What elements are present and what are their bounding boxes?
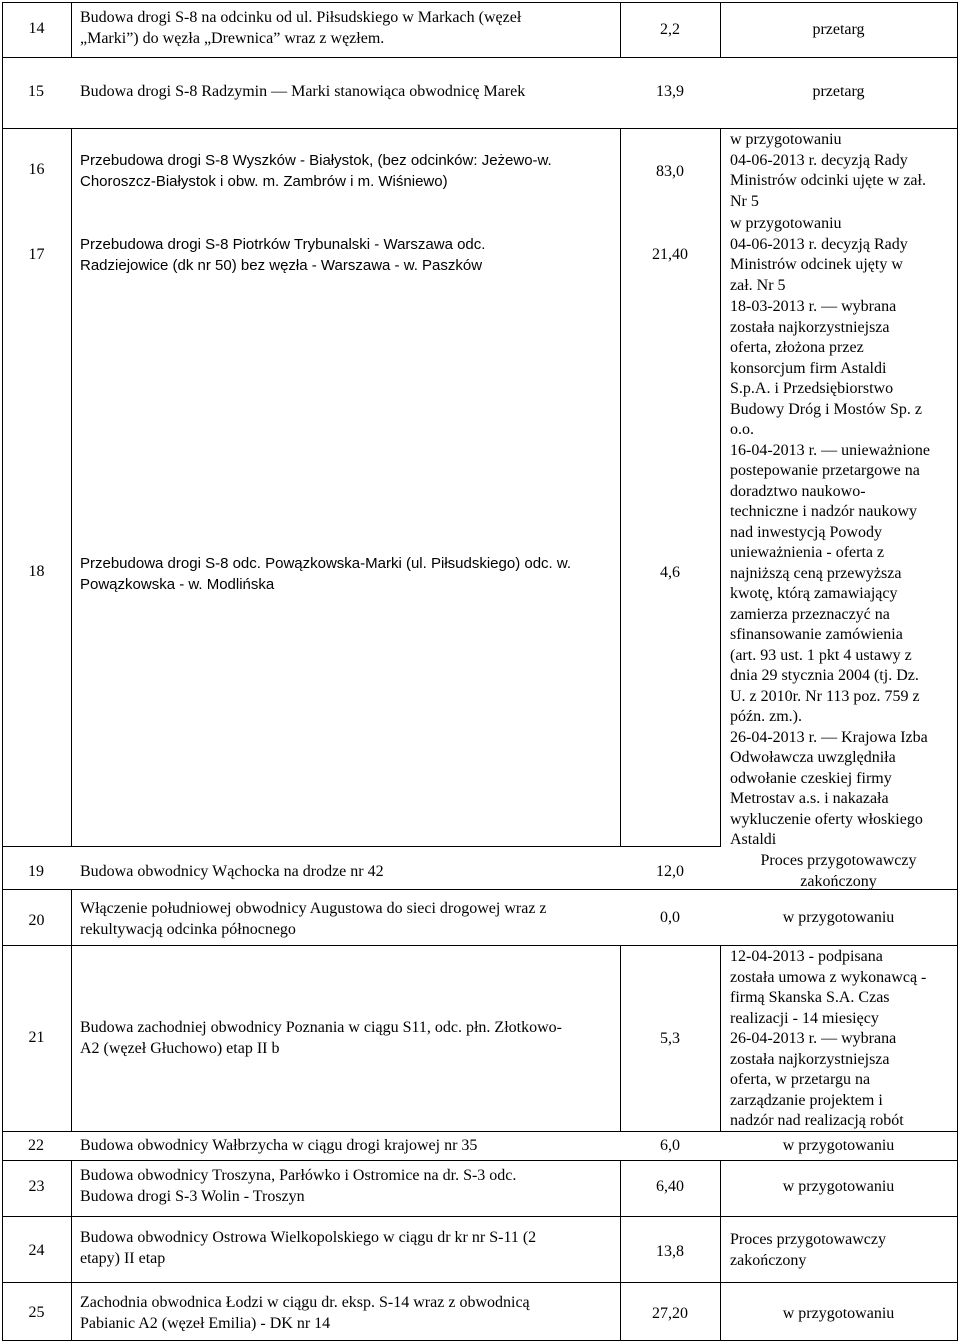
row-number: 14 [28, 20, 45, 37]
road-status: w przygotowaniu 04-06-2013 r. decyzją Rady Ministrów odcinki ujęte w zał. Nr 5 [730, 131, 926, 210]
row-number: 17 [28, 246, 45, 263]
row-number: 16 [28, 161, 45, 178]
road-status: w przygotowaniu [782, 1137, 895, 1154]
road-status: 12-04-2013 - podpisana została umowa z wykonawcą - firmą Skanska S.A. Czas realizacji - 14 miesięcy 26-04-2013 r. ― wybrana została najkorzystniejsza oferta, w przetargu na zarządzanie projektem i nadzór nad realizacją robót [730, 948, 927, 1129]
road-length: 6,40 [656, 1178, 684, 1195]
road-name: Budowa obwodnicy Troszyna, Parłówko i Ostromice na dr. S-3 odc. Budowa drogi S-3 Wolin - Troszyn [80, 1167, 517, 1205]
road-name: Zachodnia obwodnica Łodzi w ciągu dr. eksp. S-14 wraz z obwodnicą Pabianic A2 (węzeł Emilia) - DK nr 14 [80, 1294, 530, 1332]
road-status: w przygotowaniu [782, 909, 895, 926]
road-name: Budowa obwodnicy Ostrowa Wielkopolskiego w ciągu dr kr nr S-11 (2 etapy) II etap [80, 1229, 537, 1267]
road-name: Przebudowa drogi S-8 Piotrków Trybunalski - Warszawa odc. Radziejowice (dk nr 50) bez węzła - Warszawa - w. Paszków [80, 236, 486, 274]
road-length: 27,20 [652, 1305, 688, 1322]
road-name: Budowa obwodnicy Wałbrzycha w ciągu drogi krajowej nr 35 [80, 1137, 478, 1154]
road-status: 18-03-2013 r. ― wybrana została najkorzystniejsza oferta, złożona przez konsorcjum firm Astaldi S.p.A. i Przedsiębiorstwo Budowy Dróg i Mostów Sp. z o.o. 16-04-2013 r. ― unieważnione postepowanie przetargowe na doradztwo naukowo- techniczne i nadzór naukowy nad inwestycją Powody unieważnienia - oferta z najniższą ceną przewyższa kwotę, którą zamawiający zamierza przeznaczyć na sfinansowanie zamówienia (art. 93 ust. 1 pkt 4 ustawy z dnia 29 stycznia 2004 (tj. Dz. U. z 2010r. Nr 113 poz. 759 z późn. zm.). 26-04-2013 r. ― Krajowa Izba Odwoławcza uwzględniła odwołanie czeskiej firmy Metrostav a.s. i nakazała wykluczenie oferty włoskiego Astaldi [730, 298, 930, 848]
row-number: 15 [28, 83, 44, 100]
road-name: Budowa drogi S-8 na odcinku od ul. Piłsudskiego w Markach (węzeł „Marki”) do węzła „Drewnica” wraz z węzłem. [80, 9, 522, 47]
row-number: 22 [28, 1137, 44, 1154]
road-status: przetarg [812, 83, 865, 100]
road-length: 12,0 [656, 863, 684, 880]
road-length: 13,9 [656, 83, 684, 100]
row-number: 20 [28, 912, 45, 929]
road-length: 13,8 [656, 1243, 684, 1260]
road-name: Przebudowa drogi S-8 odc. Powązkowska-Marki (ul. Piłsudskiego) odc. w. Powązkowska - w. Modlińska [80, 555, 572, 593]
row-number: 23 [28, 1178, 45, 1195]
road-name: Budowa obwodnicy Wąchocka na drodze nr 42 [80, 863, 384, 880]
road-length: 83,0 [656, 163, 684, 180]
road-name: Budowa drogi S-8 Radzymin ― Marki stanowiąca obwodnicę Marek [80, 83, 526, 100]
road-length: 0,0 [660, 909, 680, 926]
row-number: 18 [28, 563, 45, 580]
road-status: Proces przygotowawczy zakończony [730, 1231, 886, 1269]
road-status: w przygotowaniu 04-06-2013 r. decyzją Rady Ministrów odcinek ujęty w zał. Nr 5 [730, 215, 908, 294]
row-number: 21 [28, 1029, 45, 1046]
row-number: 19 [28, 863, 44, 880]
road-name: Przebudowa drogi S-8 Wyszków - Białystok, (bez odcinków: Jeżewo-w. Choroszcz-Białystok i obw. m. Zambrów i m. Wiśniewo) [80, 152, 552, 190]
road-name: Włączenie południowej obwodnicy Augustowa do sieci drogowej wraz z rekultywacją odcinka północnego [80, 900, 547, 938]
row-number: 24 [28, 1242, 45, 1259]
road-length: 6,0 [660, 1137, 680, 1154]
road-status: w przygotowaniu [782, 1305, 895, 1322]
road-length: 21,40 [652, 246, 688, 263]
road-status: Proces przygotowawczy zakończony [760, 852, 917, 890]
road-length: 4,6 [660, 564, 680, 581]
road-name: Budowa zachodniej obwodnicy Poznania w ciągu S11, odc. płn. Złotkowo- A2 (węzeł Głuchowo) etap II b [80, 1019, 562, 1057]
road-status: w przygotowaniu [782, 1178, 895, 1195]
road-length: 2,2 [660, 21, 680, 38]
row-number: 25 [28, 1304, 45, 1321]
road-length: 5,3 [660, 1030, 680, 1047]
road-status: przetarg [812, 21, 865, 38]
